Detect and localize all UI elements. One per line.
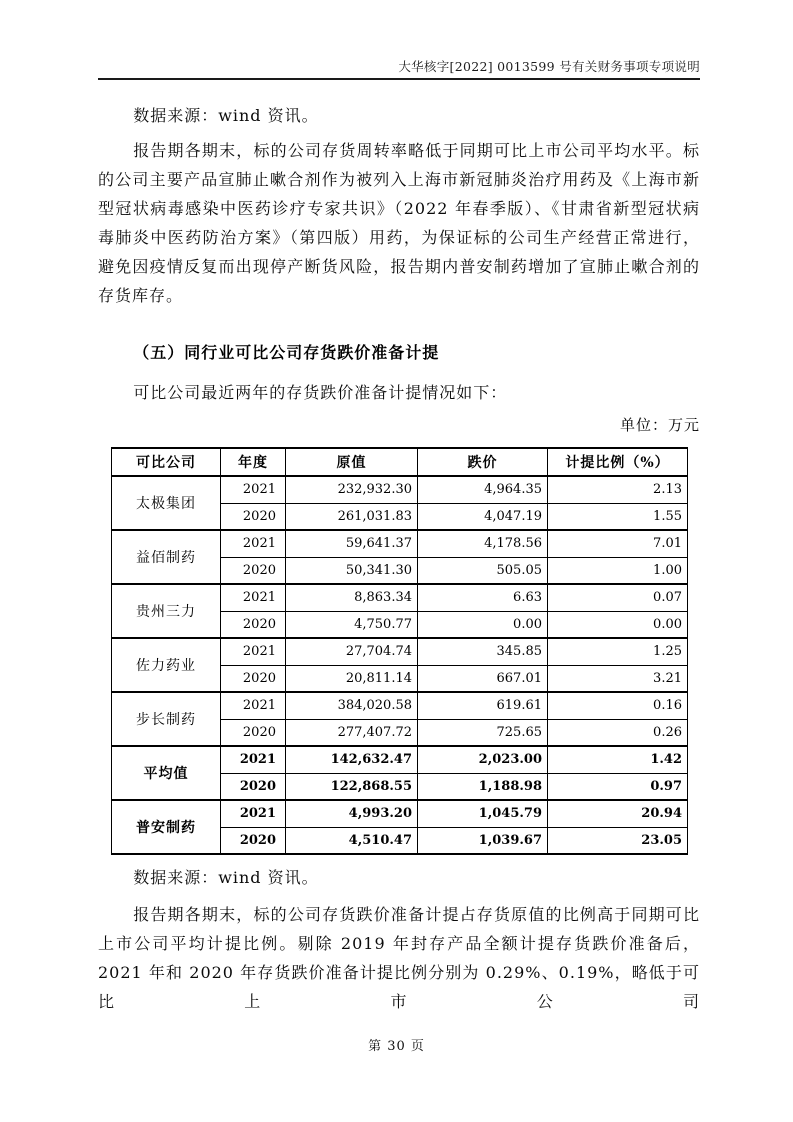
ratio-cell: 0.16 — [548, 692, 688, 719]
col-header-provision: 跌价 — [418, 448, 548, 476]
company-cell: 佐力药业 — [112, 638, 221, 692]
ratio-cell: 0.00 — [548, 611, 688, 638]
original-value-cell: 4,750.77 — [286, 611, 418, 638]
table-row — [112, 692, 688, 719]
company-cell: 步长制药 — [112, 692, 221, 746]
year-cell: 2021 — [221, 584, 286, 611]
original-value-cell: 261,031.83 — [286, 503, 418, 530]
year-cell: 2021 — [221, 638, 286, 665]
company-cell: 贵州三力 — [112, 584, 221, 638]
provision-cell: 1,188.98 — [418, 773, 548, 800]
table-row — [112, 638, 688, 665]
year-cell: 2020 — [221, 719, 286, 746]
original-value-cell: 20,811.14 — [286, 665, 418, 692]
table-row — [112, 584, 688, 611]
ratio-cell: 1.42 — [548, 746, 688, 773]
provision-cell: 667.01 — [418, 665, 548, 692]
original-value-cell: 277,407.72 — [286, 719, 418, 746]
year-cell: 2021 — [221, 800, 286, 827]
year-cell: 2021 — [221, 530, 286, 557]
provision-cell: 725.65 — [418, 719, 548, 746]
original-value-cell: 232,932.30 — [286, 476, 418, 503]
year-cell: 2021 — [221, 476, 286, 503]
comparison-table — [111, 447, 688, 855]
original-value-cell: 122,868.55 — [286, 773, 418, 800]
year-cell: 2020 — [221, 773, 286, 800]
document-header — [98, 57, 700, 80]
ratio-cell: 1.00 — [548, 557, 688, 584]
document-header-title: 大华核字[2022] 0013599 号有关财务事项专项说明 — [398, 59, 700, 74]
paragraph-inventory-turnover: 报告期各期末，标的公司存货周转率略低于同期可比上市公司平均水平。标的公司主要产品宣肺止嗽合剂作为被列入上海市新冠肺炎治疗用药及《上海市新型冠状病毒感染中医药诊疗专家共识》（2022 年春季版）、《甘肃省新型冠状病毒肺炎中医药防治方案》（第四版）用药，为保证标的公司生产经营正常进行，避免因疫情反复而出现停产断货风险，报告期内普安制药增加了宣肺止嗽合剂的存货库存。 — [98, 141, 700, 305]
comparison-table-body — [112, 476, 688, 854]
paragraph-provision-ratio: 报告期各期末，标的公司存货跌价准备计提占存货原值的比例高于同期可比上市公司平均计提比例。剔除 2019 年封存产品全额计提存货跌价准备后，2021 年和 2020 年存货跌价准备计提比例分别为 0.29%、0.19%，略低于可比上市公司 — [98, 905, 700, 1011]
provision-cell: 4,178.56 — [418, 530, 548, 557]
table-row — [112, 530, 688, 557]
company-cell: 普安制药 — [112, 800, 221, 854]
provision-cell: 619.61 — [418, 692, 548, 719]
company-cell: 太极集团 — [112, 476, 221, 530]
table-row — [112, 476, 688, 503]
ratio-cell: 0.07 — [548, 584, 688, 611]
provision-cell: 0.00 — [418, 611, 548, 638]
original-value-cell: 50,341.30 — [286, 557, 418, 584]
col-header-company: 可比公司 — [112, 448, 221, 476]
year-cell: 2020 — [221, 611, 286, 638]
ratio-cell: 0.97 — [548, 773, 688, 800]
ratio-cell: 2.13 — [548, 476, 688, 503]
ratio-cell: 1.55 — [548, 503, 688, 530]
provision-cell: 345.85 — [418, 638, 548, 665]
year-cell: 2021 — [221, 692, 286, 719]
page-number: 第 30 页 — [368, 1039, 425, 1054]
provision-cell: 6.63 — [418, 584, 548, 611]
ratio-cell: 7.01 — [548, 530, 688, 557]
ratio-cell: 0.26 — [548, 719, 688, 746]
ratio-cell: 23.05 — [548, 827, 688, 854]
company-cell: 益佰制药 — [112, 530, 221, 584]
provision-cell: 4,047.19 — [418, 503, 548, 530]
table-header-row — [112, 448, 688, 476]
col-header-year: 年度 — [221, 448, 286, 476]
original-value-cell: 8,863.34 — [286, 584, 418, 611]
year-cell: 2020 — [221, 503, 286, 530]
unit-label: 单位：万元 — [619, 416, 700, 434]
data-source-note-top: 数据来源：wind 资讯。 — [133, 106, 319, 125]
original-value-cell: 27,704.74 — [286, 638, 418, 665]
provision-cell: 1,045.79 — [418, 800, 548, 827]
section-heading: （五）同行业可比公司存货跌价准备计提 — [133, 343, 440, 362]
original-value-cell: 4,510.47 — [286, 827, 418, 854]
year-cell: 2021 — [221, 746, 286, 773]
year-cell: 2020 — [221, 827, 286, 854]
original-value-cell: 4,993.20 — [286, 800, 418, 827]
year-cell: 2020 — [221, 665, 286, 692]
provision-cell: 505.05 — [418, 557, 548, 584]
original-value-cell: 142,632.47 — [286, 746, 418, 773]
year-cell: 2020 — [221, 557, 286, 584]
data-source-note-bottom: 数据来源：wind 资讯。 — [133, 868, 319, 887]
col-header-original-value: 原值 — [286, 448, 418, 476]
original-value-cell: 384,020.58 — [286, 692, 418, 719]
table-intro: 可比公司最近两年的存货跌价准备计提情况如下： — [133, 383, 508, 402]
table-row — [112, 746, 688, 773]
company-cell: 平均值 — [112, 746, 221, 800]
ratio-cell: 20.94 — [548, 800, 688, 827]
original-value-cell: 59,641.37 — [286, 530, 418, 557]
ratio-cell: 3.21 — [548, 665, 688, 692]
table-row — [112, 800, 688, 827]
provision-cell: 4,964.35 — [418, 476, 548, 503]
ratio-cell: 1.25 — [548, 638, 688, 665]
provision-cell: 1,039.67 — [418, 827, 548, 854]
col-header-ratio: 计提比例（%） — [548, 448, 688, 476]
provision-cell: 2,023.00 — [418, 746, 548, 773]
